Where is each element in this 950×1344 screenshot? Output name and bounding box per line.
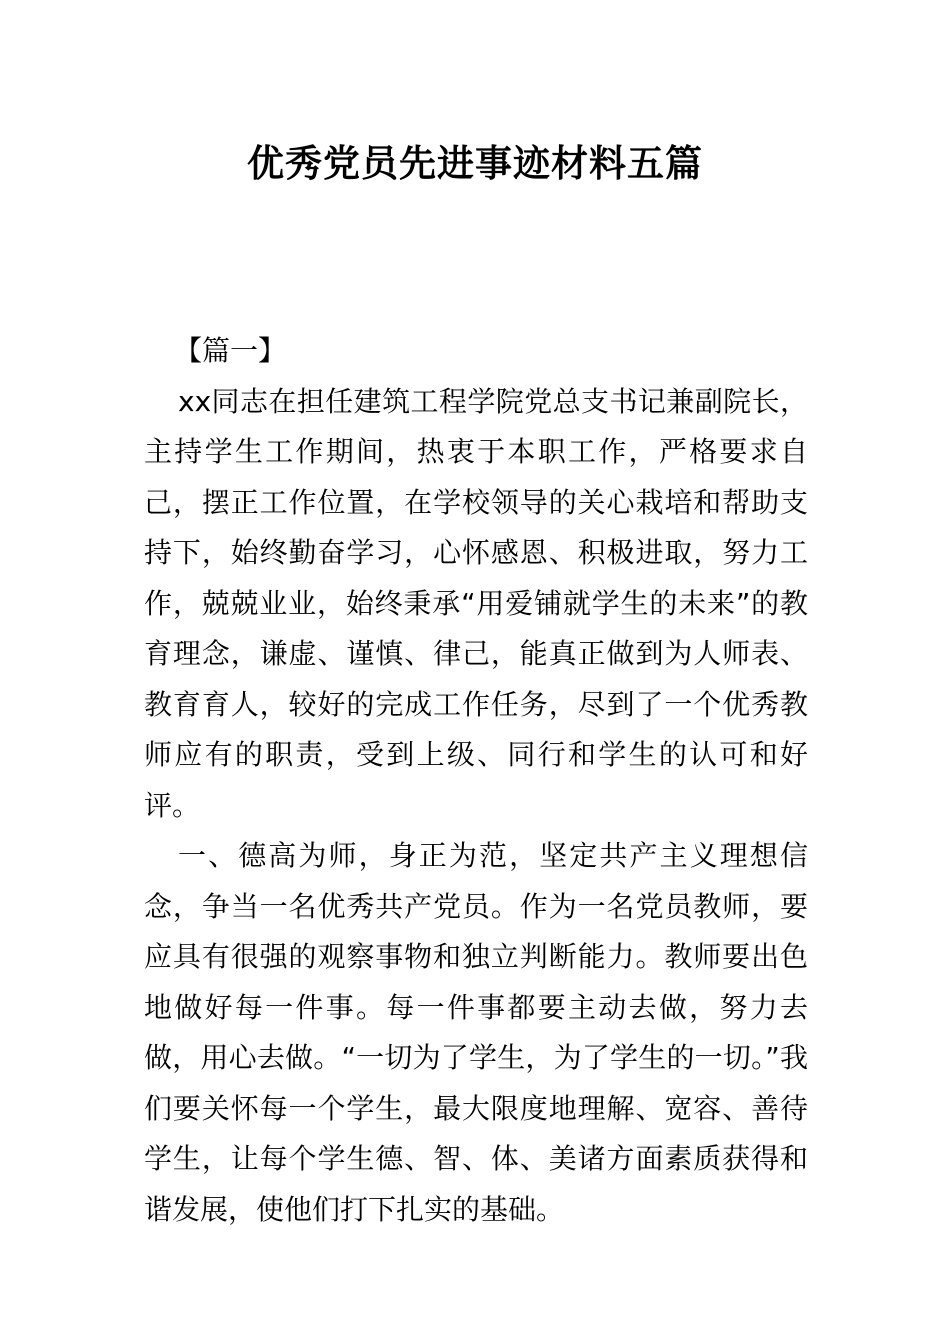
paragraph-2: 一、德高为师，身正为范，坚定共产主义理想信念，争当一名优秀共产党员。作为一名党员教师，要应具有很强的观察事物和独立判断能力。教师要出色地做好每一件事。每一件事都要主动去做，努力去做，用心去做。“一切为了学生，为了学生的一切。”我们要关怀每一个学生，最大限度地理解、宽容、善待学生，让每个学生德、智、体、美诸方面素质获得和谐发展，使他们打下扎实的基础。 [144, 839, 808, 1226]
paragraph-1: xx同志在担任建筑工程学院党总支书记兼副院长，主持学生工作期间，热衷于本职工作，严格要求自己，摆正工作位置，在学校领导的关心栽培和帮助支持下，始终勤奋学习，心怀感恩、积极进取，努力工作，兢兢业业，始终秉承“用爱铺就学生的未来”的教育理念，谦虚、谨慎、律己，能真正做到为人师表、教育育人，较好的完成工作任务，尽到了一个优秀教师应有的职责，受到上级、同行和学生的认可和好评。 [144, 384, 808, 822]
document-body [144, 326, 808, 1235]
section-label: 【篇一】 [174, 334, 287, 367]
document-title: 优秀党员先进事迹材料五篇 [247, 142, 703, 185]
